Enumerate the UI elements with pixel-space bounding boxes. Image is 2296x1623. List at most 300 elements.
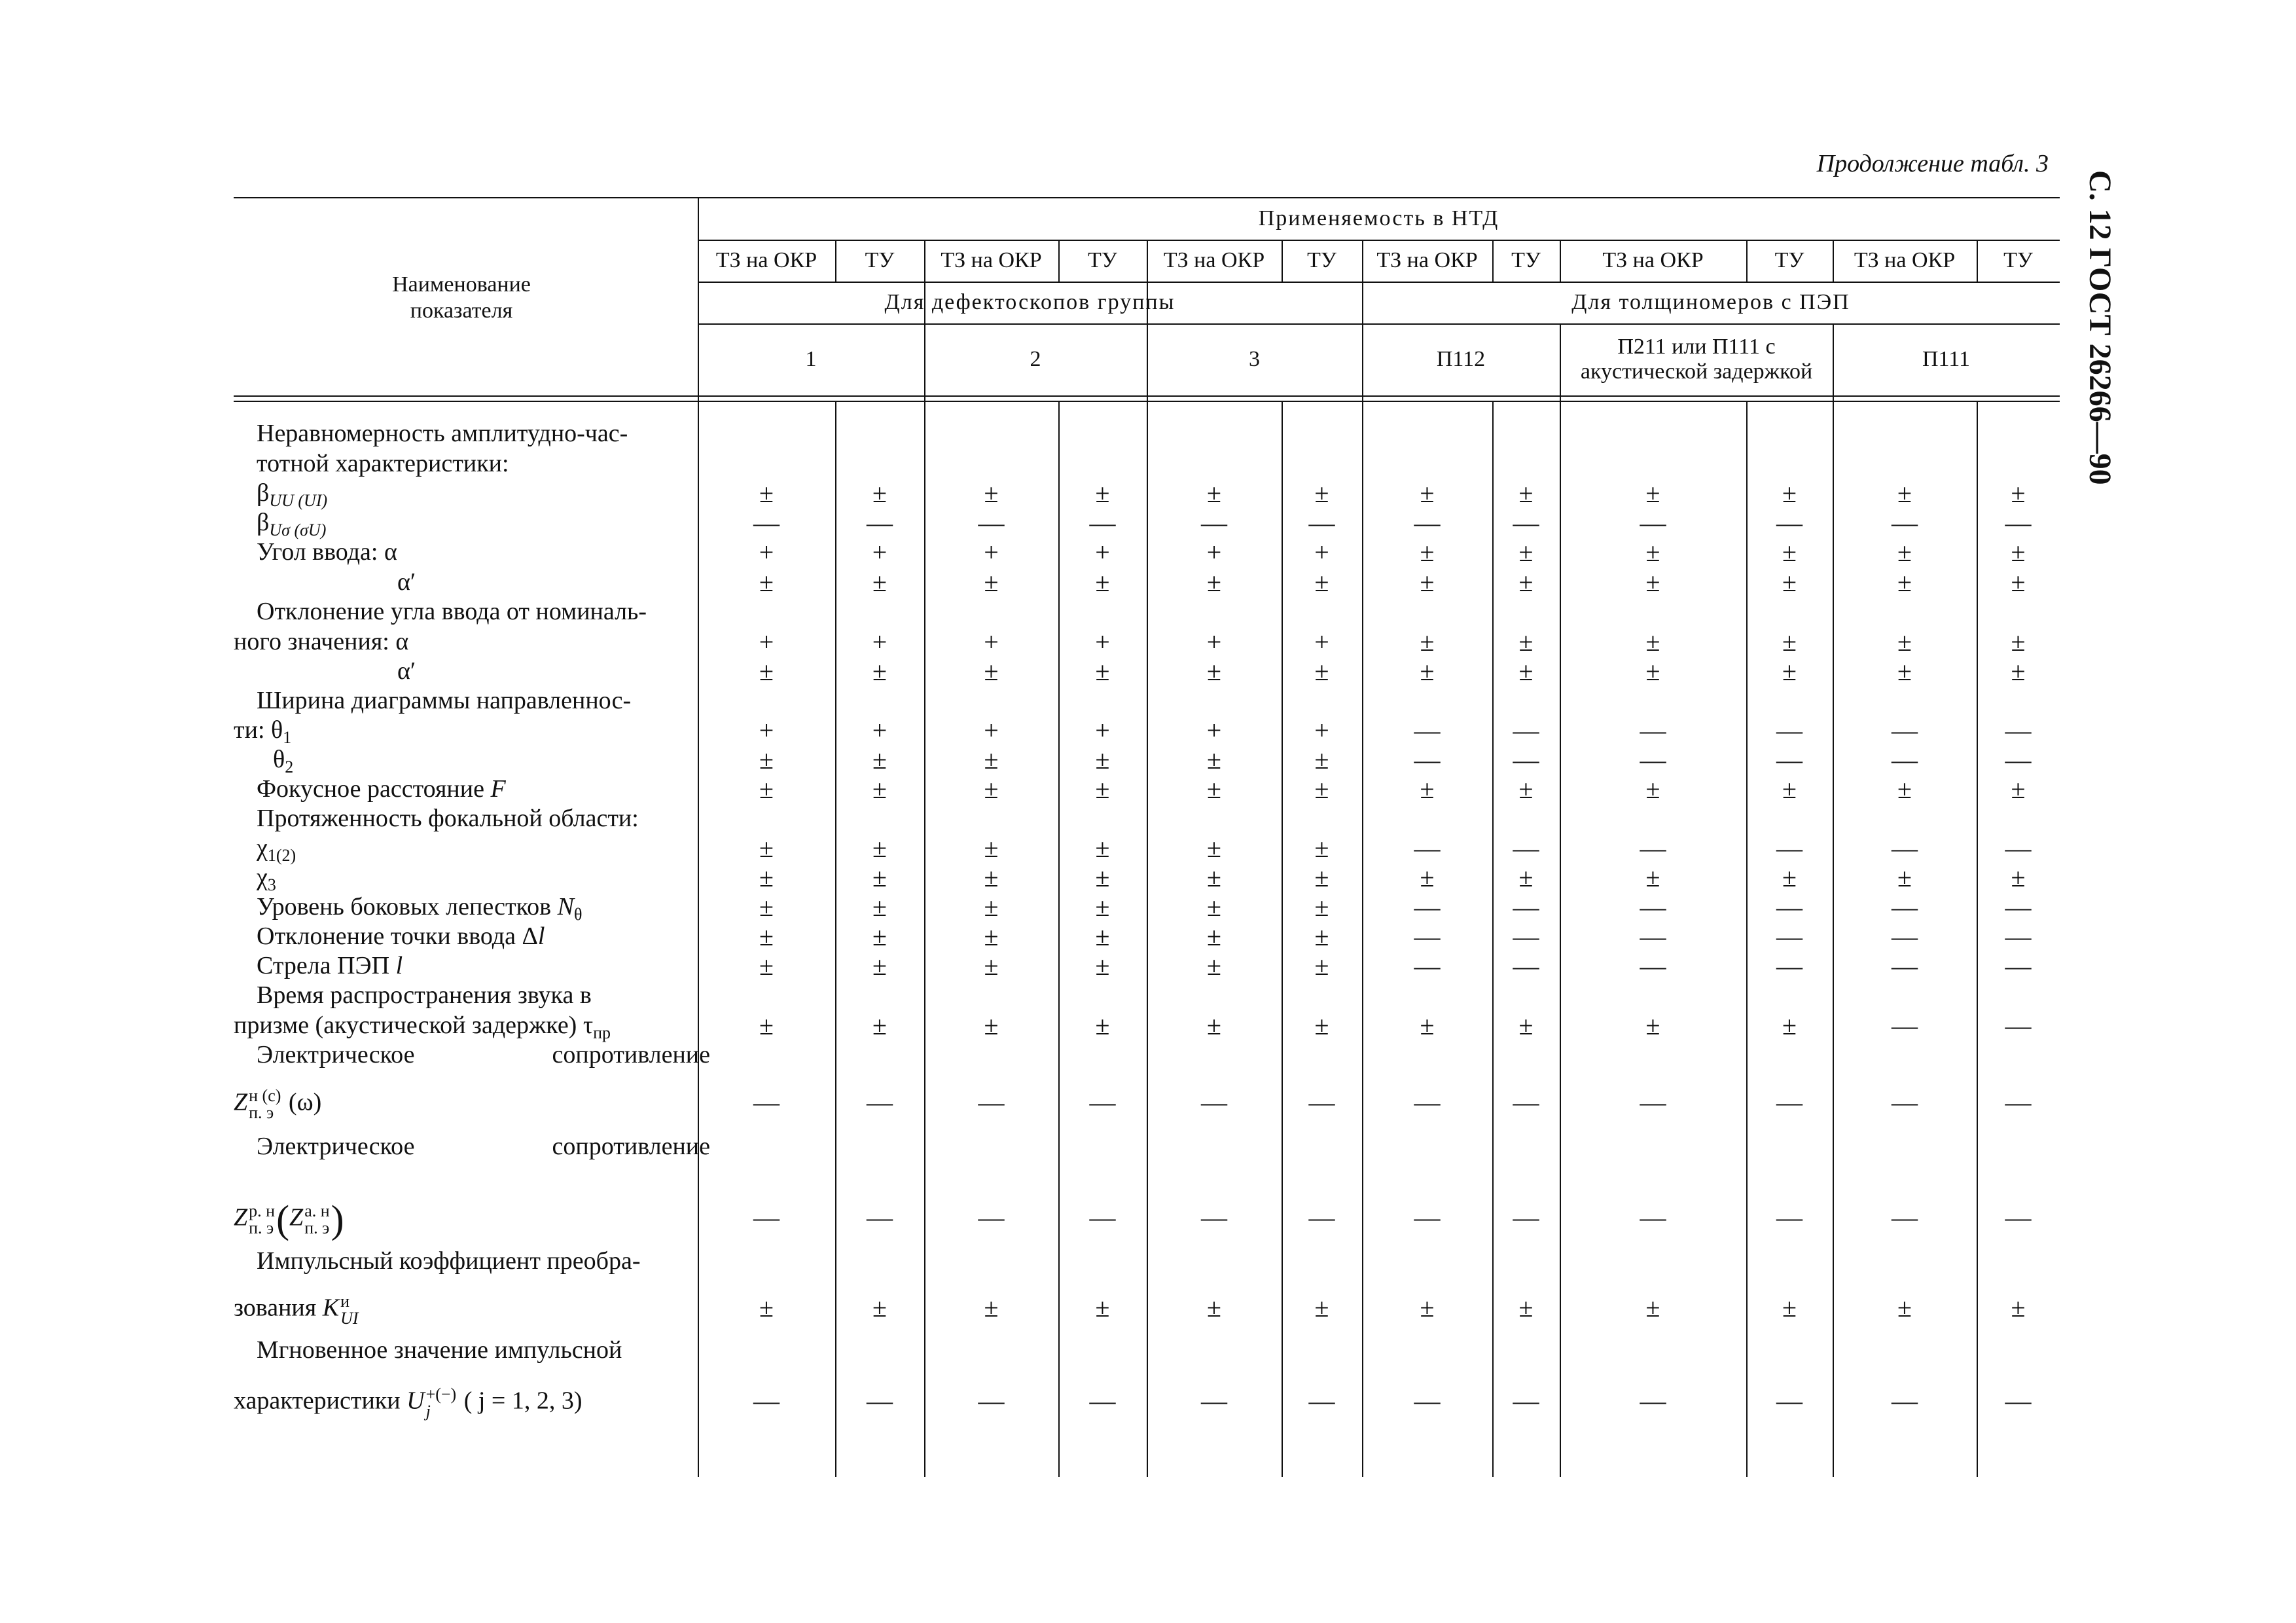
table-cell: — [2005,1011,2032,1040]
table-cell: + [984,627,999,657]
header-doc-type: ТУ [2003,248,2033,272]
table-cell: ± [1897,657,1912,686]
table-cell: — [2005,508,2032,538]
row-label-text: Импульсный коэффициент преобра- [257,1247,641,1275]
subgroup-p112: П112 [1436,347,1486,371]
row-label [257,804,639,833]
table-cell: + [1095,538,1110,567]
impedance-index [249,1087,281,1122]
table-cell: — [1892,508,1918,538]
table-cell: ± [1095,892,1110,922]
table-cell: ± [1095,833,1110,863]
row-label-text: Отклонение точки ввода Δ [257,922,538,950]
table-cell: ± [872,951,887,981]
table-cell: ± [1314,745,1329,775]
table-cell: ± [759,863,774,892]
col-rule [1833,323,1834,1477]
table-cell: — [1640,951,1666,981]
table-cell: — [1892,922,1918,951]
table-cell: — [2005,745,2032,775]
col-rule [1492,401,1494,1477]
table-cell: + [759,716,774,745]
table-cell: ± [872,479,887,508]
table-cell: + [1314,716,1329,745]
row-label-text: Стрела ПЭП [257,952,396,979]
table-cell: — [2005,951,2032,981]
row-label-text: Отклонение угла ввода от номиналь- [257,598,647,625]
symbol-z: Z [289,1203,304,1231]
table-cell: ± [1518,627,1534,657]
table-cell: — [1640,508,1666,538]
table-cell: ± [872,863,887,892]
header-doc-type: ТУ [1307,248,1336,272]
table-cell: ± [1314,863,1329,892]
table-cell: — [1640,892,1666,922]
table-cell: ± [1095,922,1110,951]
table-cell: ± [872,1011,887,1040]
table-cell: ± [1095,775,1110,804]
row-label [257,597,647,627]
table-cell: — [1201,1087,1227,1117]
table-cell: ± [872,833,887,863]
row-label-text: α′ [397,657,416,685]
table-cell: ± [1518,1011,1534,1040]
row-label-text: χ [257,864,268,891]
row-label-text: Неравномерность амплитудно-час- [257,420,628,447]
table-cell: ± [2011,479,2026,508]
table-cell: — [1776,833,1803,863]
row-label [257,1247,641,1276]
table-cell: ± [984,863,999,892]
table-cell: ± [2011,568,2026,597]
table-cell: ± [1518,775,1534,804]
table-cell: ± [1518,863,1534,892]
row-label-text: ного значения: α [234,628,409,655]
table-cell: ± [1207,1011,1221,1040]
row-label-italic: F [490,775,506,803]
table-cell: — [1513,745,1539,775]
table-cell: + [1206,538,1222,567]
table-cell: ± [984,892,999,922]
table-cell: ± [1782,538,1797,567]
table-cell: ± [1207,863,1221,892]
table-cell: + [984,538,999,567]
impedance-index-sub: п. э [249,1103,274,1122]
table-cell: — [1201,508,1227,538]
table-cell: ± [1207,479,1221,508]
table-cell: ± [984,951,999,981]
table-cell: + [872,538,888,567]
row-label [257,1336,622,1365]
table-cell: — [2005,716,2032,745]
row-label [234,1087,321,1122]
row-label-left: Электрическое [257,1041,415,1068]
table-cell: — [1414,922,1441,951]
table-cell: + [1095,716,1110,745]
header-thickness-gauge-group: Для толщиномеров с ПЭП [1571,290,1850,314]
table-cell: ± [1782,1011,1797,1040]
header-doc-type: ТЗ на ОКР [1854,248,1956,272]
table-cell: ± [984,1011,999,1040]
table-cell: ± [1420,1293,1435,1322]
table-cell: ± [759,657,774,686]
row-label-text: Уровень боковых лепестков [257,893,558,921]
instant-index [426,1386,457,1420]
table-cell: ± [1314,657,1329,686]
table-cell: — [867,1386,893,1415]
subgroup-3: 3 [1249,347,1260,371]
table-cell: ± [872,745,887,775]
table-cell: — [1776,1386,1803,1415]
table-cell: — [1414,833,1441,863]
table-cell: ± [1095,568,1110,597]
table-cell: ± [2011,627,2026,657]
symbol-k: K [322,1294,340,1322]
table-cell: ± [1645,1011,1660,1040]
table-cell: ± [1518,568,1534,597]
table-cell: ± [759,1011,774,1040]
row-label-text: Мгновенное значение импульсной [257,1336,622,1364]
table-cell: — [1640,716,1666,745]
table-cell: — [1414,716,1441,745]
paren-open: ( [276,1197,290,1241]
table-cell: ± [1645,1293,1660,1322]
table-cell: ± [759,745,774,775]
table-cell: ± [2011,775,2026,804]
table-cell: — [978,1087,1005,1117]
table-cell: — [1308,508,1335,538]
col-rule [1058,401,1060,1477]
table-cell: + [872,627,888,657]
table-cell: ± [1645,863,1660,892]
impedance-index-2-sup: а. н [304,1201,330,1220]
table-cell: ± [1207,568,1221,597]
row-label-italic: l [537,922,545,950]
header-doc-type: ТЗ на ОКР [1376,248,1478,272]
row-label [257,1132,710,1161]
row-label [257,419,628,448]
table-cell: — [1089,1386,1116,1415]
table-cell: — [1513,951,1539,981]
table-cell: — [753,1203,780,1232]
table-cell: ± [2011,538,2026,567]
table-cell: + [984,716,999,745]
row-label [257,922,545,951]
table-cell: + [759,627,774,657]
table-cell: ± [1314,775,1329,804]
instant-tail: ( j = 1, 2, 3) [457,1387,583,1415]
subgroup-p111: П111 [1922,347,1971,371]
table-cell: ± [1420,863,1435,892]
row-label-italic: N [557,893,574,921]
table-cell: ± [1095,479,1110,508]
table-cell: — [1892,892,1918,922]
table-cell: ± [1420,538,1435,567]
row-label-italic: l [395,952,403,979]
table-cell: — [1892,716,1918,745]
table-cell: — [1089,1203,1116,1232]
table-cell: — [867,508,893,538]
row-label-text: характеристики [234,1387,407,1415]
table-cell: ± [1207,657,1221,686]
table-cell: ± [759,833,774,863]
instant-index-sub: j [425,1402,431,1421]
table-cell: ± [1420,568,1435,597]
table-cell: — [1308,1386,1335,1415]
table-cell: ± [1207,951,1221,981]
table-cell: ± [1897,479,1912,508]
table-cell: — [1513,1087,1539,1117]
table-cell: ± [1897,627,1912,657]
table-cell: ± [1645,627,1660,657]
table-cell: — [1308,1203,1335,1232]
table-cell: + [1095,627,1110,657]
row-label-left: Электрическое [257,1133,415,1160]
table-cell: ± [1645,479,1660,508]
row-label-text: β [257,509,270,536]
header-applicability: Применяемость в НТД [1258,206,1499,230]
table-cell: ± [1095,951,1110,981]
row-label-text: Ширина диаграммы направленнос- [257,687,632,714]
table-cell: — [1776,745,1803,775]
row-label-subscript: 3 [267,875,276,894]
table-cell: ± [759,775,774,804]
row-label [257,686,631,716]
row-label-text: ти: θ [234,716,283,744]
table-cell: — [2005,1203,2032,1232]
table-cell: ± [1518,1293,1534,1322]
impedance-index-1-sup: р. н [249,1201,276,1220]
table-cell: ± [872,568,887,597]
table-cell: ± [1897,863,1912,892]
table-cell: — [1089,508,1116,538]
table-cell: — [1414,951,1441,981]
table-cell: ± [1518,479,1534,508]
impedance-index-2-sub: п. э [304,1218,330,1237]
table-cell: — [1776,892,1803,922]
table-cell: ± [1518,657,1534,686]
table-cell: ± [1782,657,1797,686]
table-cell: ± [1420,1011,1435,1040]
impedance-arg: (ω) [282,1088,322,1116]
table-cell: — [753,1386,780,1415]
table-cell: — [1089,1087,1116,1117]
table-cell: ± [1897,538,1912,567]
table-cell: — [1776,1203,1803,1232]
table-cell: ± [1782,479,1797,508]
table-cell: ± [1897,1293,1912,1322]
table-cell: ± [1420,479,1435,508]
coef-index-sub: UI [340,1309,359,1328]
table-cell: — [1892,1386,1918,1415]
subgroup-p211: П211 или П111 с акустической задержкой [1580,335,1813,384]
table-cell: + [1314,627,1329,657]
table-cell: — [1892,1087,1918,1117]
table-cell: ± [1782,863,1797,892]
table-cell: — [1414,745,1441,775]
table-cell: ± [1207,833,1221,863]
table-cell: ± [1897,568,1912,597]
table-cell: — [1513,1386,1539,1415]
table-cell: — [1776,716,1803,745]
table-cell: ± [1095,745,1110,775]
table-cell: — [1640,745,1666,775]
row-label-text: β [257,479,270,507]
table-cell: ± [872,922,887,951]
table-cell: ± [1314,833,1329,863]
row-label-subscript: θ [573,905,583,924]
table-cell: ± [2011,1293,2026,1322]
header-name-column: Наименование показателя [392,272,531,323]
table-cell: ± [1420,657,1435,686]
table-cell: — [1776,508,1803,538]
table-cell: — [1892,1203,1918,1232]
header-defectoscope-group: Для дефектоскопов группы [884,290,1175,314]
table-cell: — [1513,508,1539,538]
row-label-subscript: 1(2) [267,846,296,865]
col-rule [1282,401,1283,1477]
table-cell: — [1513,922,1539,951]
table-cell: — [1892,951,1918,981]
table-cell: ± [1314,951,1329,981]
table-cell: ± [1207,892,1221,922]
row-label-text: призме (акустической задержке) τ [234,1012,594,1039]
table-cell: ± [984,745,999,775]
table-cell: — [1308,1087,1335,1117]
impedance-index-1 [249,1203,275,1237]
table-cell: ± [1314,479,1329,508]
table-cell: — [1414,1203,1441,1232]
table-cell: + [1206,627,1222,657]
col-rule [1362,240,1363,1477]
header-doc-type: ТЗ на ОКР [715,248,817,272]
table-cell: ± [1645,568,1660,597]
col-rule [1977,401,1978,1477]
row-label [397,568,416,597]
table-cell: ± [1314,892,1329,922]
row-label-text: тотной характеристики: [257,450,509,477]
col-rule [835,401,836,1477]
table-cell: — [1776,922,1803,951]
table-cell: — [1513,833,1539,863]
row-label-text: α′ [397,568,416,596]
table-cell: ± [1897,775,1912,804]
table-cell: — [867,1087,893,1117]
table-cell: + [1314,538,1329,567]
table-cell: ± [1420,775,1435,804]
table-cell: ± [1314,922,1329,951]
table-cell: ± [1314,1293,1329,1322]
row-label [234,627,408,657]
table-cell: ± [1095,1293,1110,1322]
table-cell: — [1414,1386,1441,1415]
symbol-u: U [406,1387,425,1415]
subgroup-1: 1 [805,347,817,371]
table-cell: ± [984,922,999,951]
table-cell: ± [1518,538,1534,567]
table-cell: ± [1095,863,1110,892]
table-cell: ± [872,657,887,686]
table-cell: — [1414,892,1441,922]
table-cell: ± [1782,627,1797,657]
table-cell: ± [984,833,999,863]
table-cell: ± [1207,922,1221,951]
table-cell: — [1776,1087,1803,1117]
table-cell: ± [759,892,774,922]
row-label-subscript: Uσ (σU) [269,520,327,539]
coef-index [340,1293,358,1327]
table-cell: — [753,1087,780,1117]
table-cell: — [1892,1011,1918,1040]
row-label-text: θ [273,746,285,773]
table-cell: + [759,538,774,567]
table-cell: — [1640,1087,1666,1117]
row-label-text: Фокусное расстояние [257,775,491,803]
table-cell: — [1414,1087,1441,1117]
table-cell: — [1776,951,1803,981]
col-rule [924,240,925,1477]
table-cell: — [2005,833,2032,863]
continuation-label: Продолжение табл. 3 [1816,150,2049,177]
symbol-z: Z [234,1088,248,1116]
table-cell: ± [1207,1293,1221,1322]
row-label [257,1040,710,1070]
table-cell: — [978,1203,1005,1232]
symbol-z: Z [234,1203,248,1231]
instant-index-sup: +(−) [425,1385,457,1404]
table-cell: — [1201,1203,1227,1232]
row-label [234,1293,360,1327]
table-cell: ± [2011,657,2026,686]
table-cell: — [1892,833,1918,863]
header-doc-type: ТУ [1774,248,1804,272]
header-doc-type: ТУ [1511,248,1541,272]
col-rule [1147,240,1148,1477]
table-cell: + [1206,716,1222,745]
coef-index-sup: и [340,1292,350,1311]
subgroup-2: 2 [1030,347,1041,371]
table-cell: — [2005,922,2032,951]
row-label-text: Время распространения звука в [257,981,592,1009]
table-cell: ± [1314,568,1329,597]
header-doc-type: ТУ [1088,248,1117,272]
table-cell: — [2005,1087,2032,1117]
row-label [257,951,403,981]
table-cell: — [2005,892,2032,922]
table-cell: ± [1782,1293,1797,1322]
table-cell: ± [984,568,999,597]
impedance-index-2 [304,1203,329,1237]
table-cell: + [872,716,888,745]
table-cell: — [2005,1386,2032,1415]
row-label-subscript: 1 [283,728,292,747]
header-doc-type: ТЗ на ОКР [1602,248,1704,272]
table-cell: ± [984,657,999,686]
row-label-right: сопротивление [552,1041,710,1068]
table-cell: — [1513,892,1539,922]
row-label [234,1197,344,1241]
table-cell: ± [984,479,999,508]
row-label-subscript: 2 [285,757,294,776]
row-label [257,449,509,479]
table-cell: — [867,1203,893,1232]
row-label [257,981,592,1010]
table-cell: — [1640,1203,1666,1232]
row-label-subscript: пр [593,1023,611,1042]
table-cell: ± [872,892,887,922]
table-cell: — [1892,745,1918,775]
table-cell: — [1640,833,1666,863]
